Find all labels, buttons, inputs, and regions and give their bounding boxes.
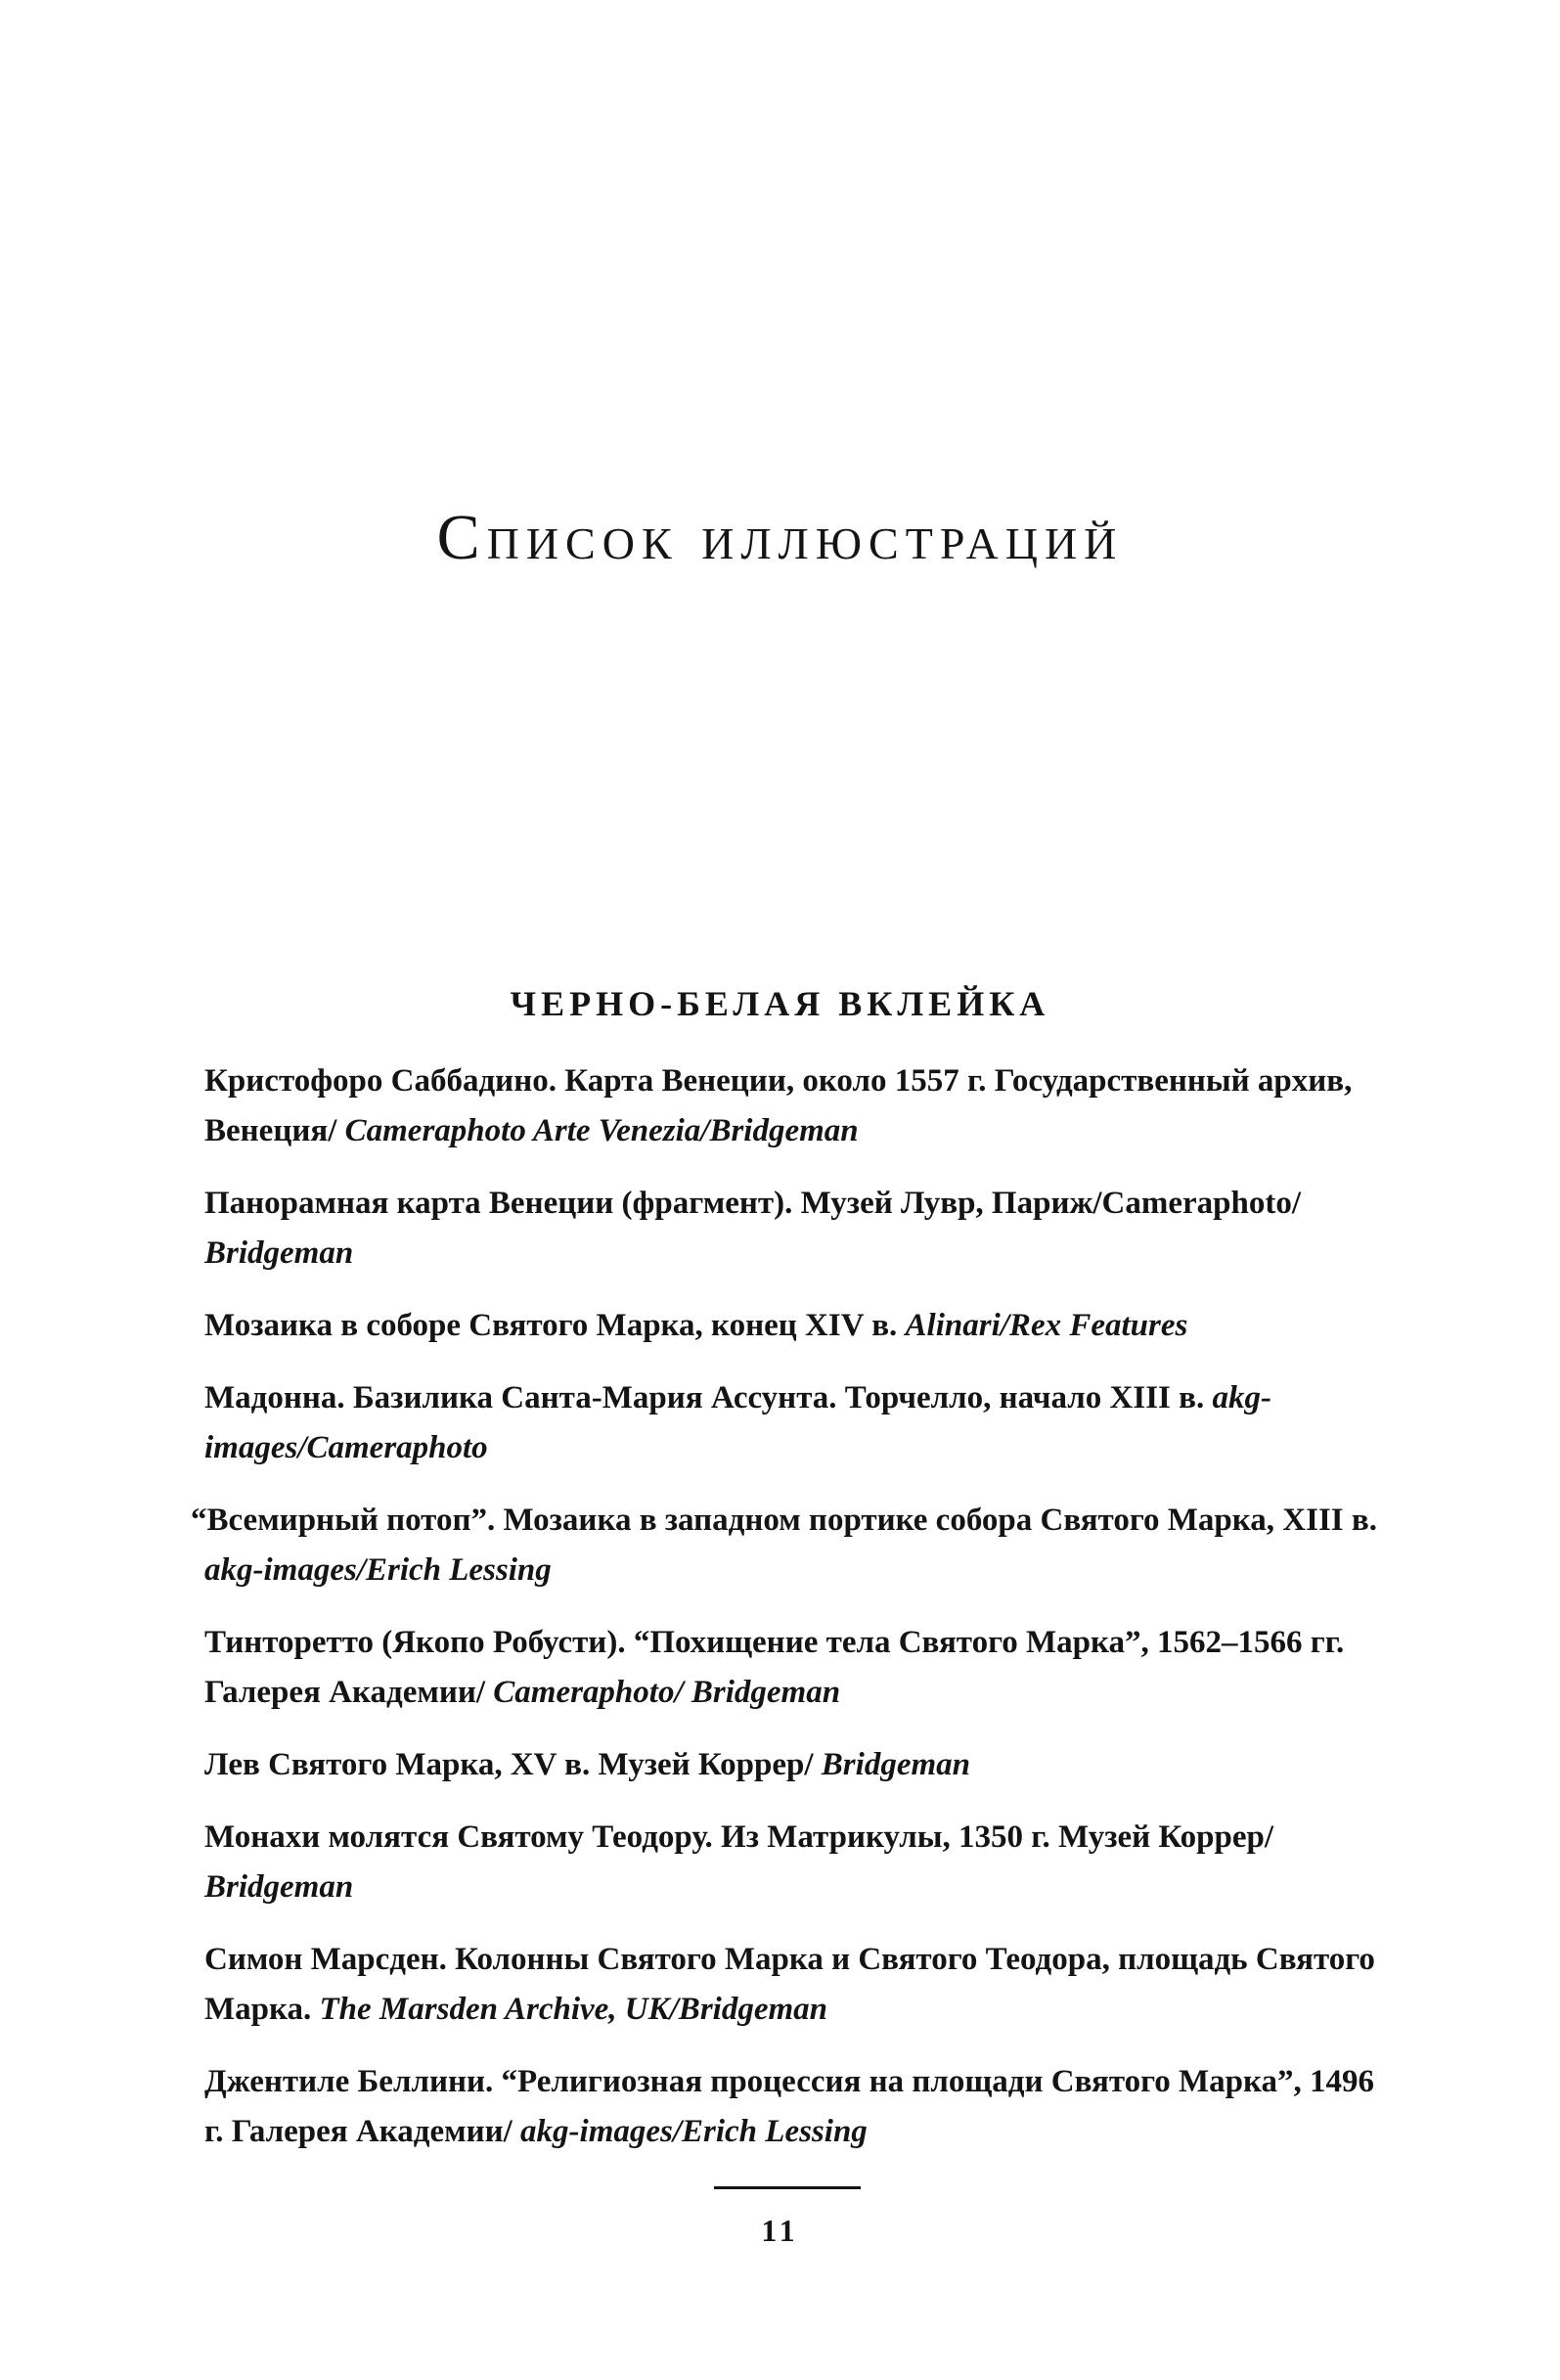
list-item: [204, 1056, 1378, 1156]
list-item: [204, 1301, 1378, 1351]
entry-source: akg-images/Cameraphoto: [204, 1380, 1271, 1465]
list-item: [191, 1496, 1378, 1595]
entry-description: “Всемирный потоп”. Мозаика в западном портике собора Святого Марка, XIII в.: [191, 1503, 1377, 1538]
entry-source: Bridgeman: [204, 1235, 354, 1271]
entry-description: Кристофоро Саббадино. Карта Венеции, около 1557 г. Государственный архив, Венеция/: [204, 1063, 1353, 1148]
entry-description: Тинторетто (Якопо Робусти). “Похищение тела Святого Марка”, 1562–1566 гг. Галерея Академии/: [204, 1625, 1345, 1710]
list-item: [204, 1935, 1378, 2035]
entry-description: Мозаика в соборе Святого Марка, конец XIV в.: [204, 1308, 906, 1343]
entry-description: Симон Марсден. Колонны Святого Марка и Святого Теодора, площадь Святого Марка.: [204, 1942, 1375, 2027]
list-item: [204, 1740, 1378, 1790]
illustration-list: [191, 1056, 1378, 2179]
entry-source: Cameraphoto Arte Venezia/Bridgeman: [344, 1113, 859, 1148]
list-item: [204, 1813, 1378, 1912]
list-item: [204, 1373, 1378, 1473]
entry-description: Монахи молятся Святому Теодору. Из Матрикулы, 1350 г. Музей Коррер/: [204, 1819, 1274, 1855]
entry-description: Джентиле Беллини. “Религиозная процессия на площади Святого Марка”, 1496 г. Галерея Академии/: [204, 2064, 1375, 2149]
entry-source: Alinari/Rex Features: [905, 1308, 1188, 1343]
entry-source: akg-images/Erich Lessing: [204, 1552, 552, 1588]
footer-rule: [714, 2186, 861, 2189]
entry-source: Bridgeman: [204, 1869, 354, 1905]
list-item: [204, 1179, 1378, 1279]
page-title: Список иллюстраций: [436, 502, 1124, 573]
entry-description: Мадонна. Базилика Санта-Мария Ассунта. Торчелло, начало XIII в.: [204, 1380, 1213, 1415]
entry-source: akg-images/Erich Lessing: [520, 2114, 868, 2149]
entry-source: Cameraphoto/ Bridgeman: [493, 1675, 841, 1710]
section-heading: ЧЕРНО-БЕЛАЯ ВКЛЕЙКА: [510, 984, 1050, 1023]
entry-description: Лев Святого Марка, XV в. Музей Коррер/: [204, 1747, 822, 1782]
list-item: [204, 1618, 1378, 1718]
entry-source: The Marsden Archive, UK/Bridgeman: [319, 1992, 827, 2027]
entry-source: Bridgeman: [821, 1747, 970, 1782]
list-item: [204, 2057, 1378, 2157]
entry-description: Панорамная карта Венеции (фрагмент). Музей Лувр, Париж/Cameraphoto/: [204, 1186, 1302, 1221]
page-number: 11: [761, 2213, 799, 2248]
